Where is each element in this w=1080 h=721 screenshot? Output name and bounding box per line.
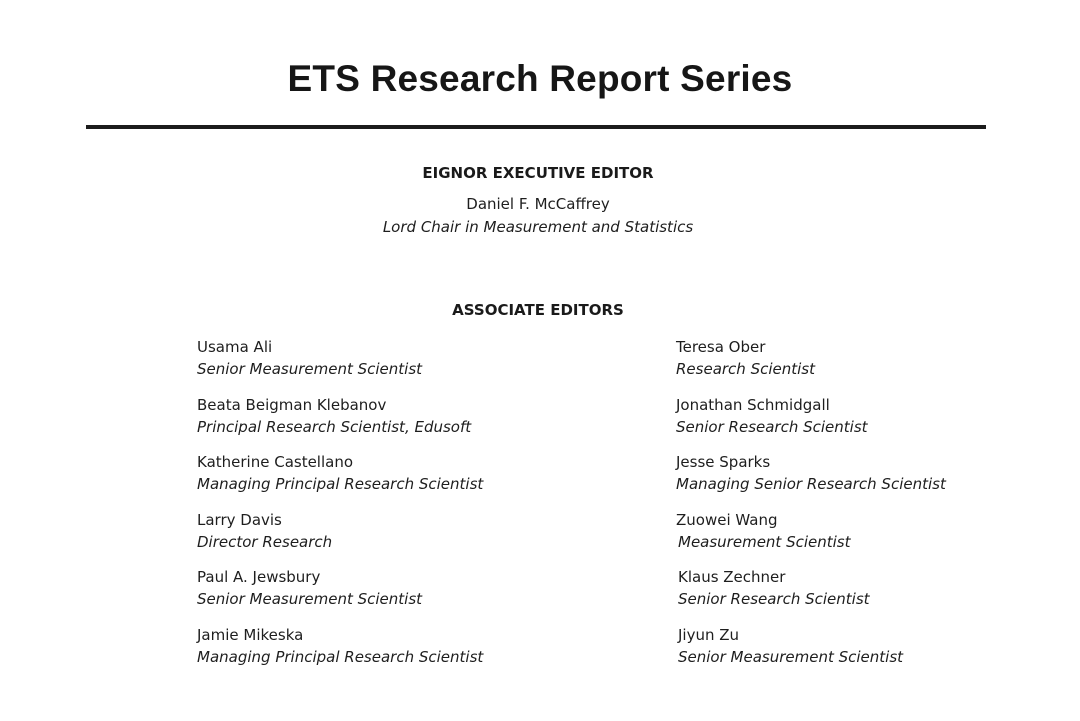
editor-title: Senior Research Scientist bbox=[676, 417, 868, 436]
editor-title: Managing Principal Research Scientist bbox=[197, 647, 484, 666]
editor-title: Senior Research Scientist bbox=[678, 590, 870, 609]
editor-name: Zuowei Wang bbox=[676, 510, 778, 529]
editor-title: Senior Measurement Scientist bbox=[197, 590, 423, 609]
editor-title: Senior Measurement Scientist bbox=[197, 360, 423, 378]
editor-name: Jamie Mikeska bbox=[197, 625, 304, 644]
executive-editor-name: Daniel F. McCaffrey bbox=[466, 195, 610, 213]
page-title: ETS Research Report Series bbox=[287, 58, 793, 99]
editor-title: Managing Principal Research Scientist bbox=[197, 475, 484, 494]
editor-entry bbox=[197, 336, 617, 394]
associate-editors-heading: ASSOCIATE EDITORS bbox=[452, 301, 624, 319]
associate-editors-right-column bbox=[676, 336, 1056, 682]
editor-entry bbox=[197, 624, 617, 682]
editor-name: Jiyun Zu bbox=[678, 625, 740, 644]
editor-name: Jonathan Schmidgall bbox=[676, 395, 830, 414]
editor-entry bbox=[197, 509, 617, 567]
editor-entry bbox=[197, 394, 617, 452]
editor-name: Klaus Zechner bbox=[678, 568, 786, 587]
title-divider bbox=[86, 125, 986, 129]
editor-name: Teresa Ober bbox=[676, 338, 766, 356]
editor-name: Katherine Castellano bbox=[197, 453, 354, 472]
editor-entry bbox=[197, 451, 617, 509]
editor-title: Research Scientist bbox=[676, 360, 815, 378]
editor-entry bbox=[676, 566, 1056, 624]
editor-title: Senior Measurement Scientist bbox=[678, 647, 904, 666]
editor-title: Director Research bbox=[197, 532, 333, 551]
editor-name: Jesse Sparks bbox=[676, 453, 771, 472]
associate-editors-left-column bbox=[197, 336, 617, 682]
editor-entry bbox=[676, 624, 1056, 682]
editor-title: Principal Research Scientist, Edusoft bbox=[197, 417, 472, 436]
executive-editor-title: Lord Chair in Measurement and Statistics bbox=[382, 218, 694, 236]
editor-name: Usama Ali bbox=[197, 338, 273, 356]
executive-editor-heading: EIGNOR EXECUTIVE EDITOR bbox=[422, 164, 654, 182]
editor-entry bbox=[676, 509, 1056, 567]
editor-name: Beata Beigman Klebanov bbox=[197, 395, 387, 414]
editor-name: Larry Davis bbox=[197, 510, 282, 529]
editor-entry bbox=[197, 566, 617, 624]
editor-entry bbox=[676, 336, 1056, 394]
editor-title: Measurement Scientist bbox=[678, 532, 851, 551]
editor-name: Paul A. Jewsbury bbox=[197, 568, 321, 587]
editor-entry bbox=[676, 394, 1056, 452]
editor-entry bbox=[676, 451, 1056, 509]
editor-title: Managing Senior Research Scientist bbox=[676, 475, 946, 494]
